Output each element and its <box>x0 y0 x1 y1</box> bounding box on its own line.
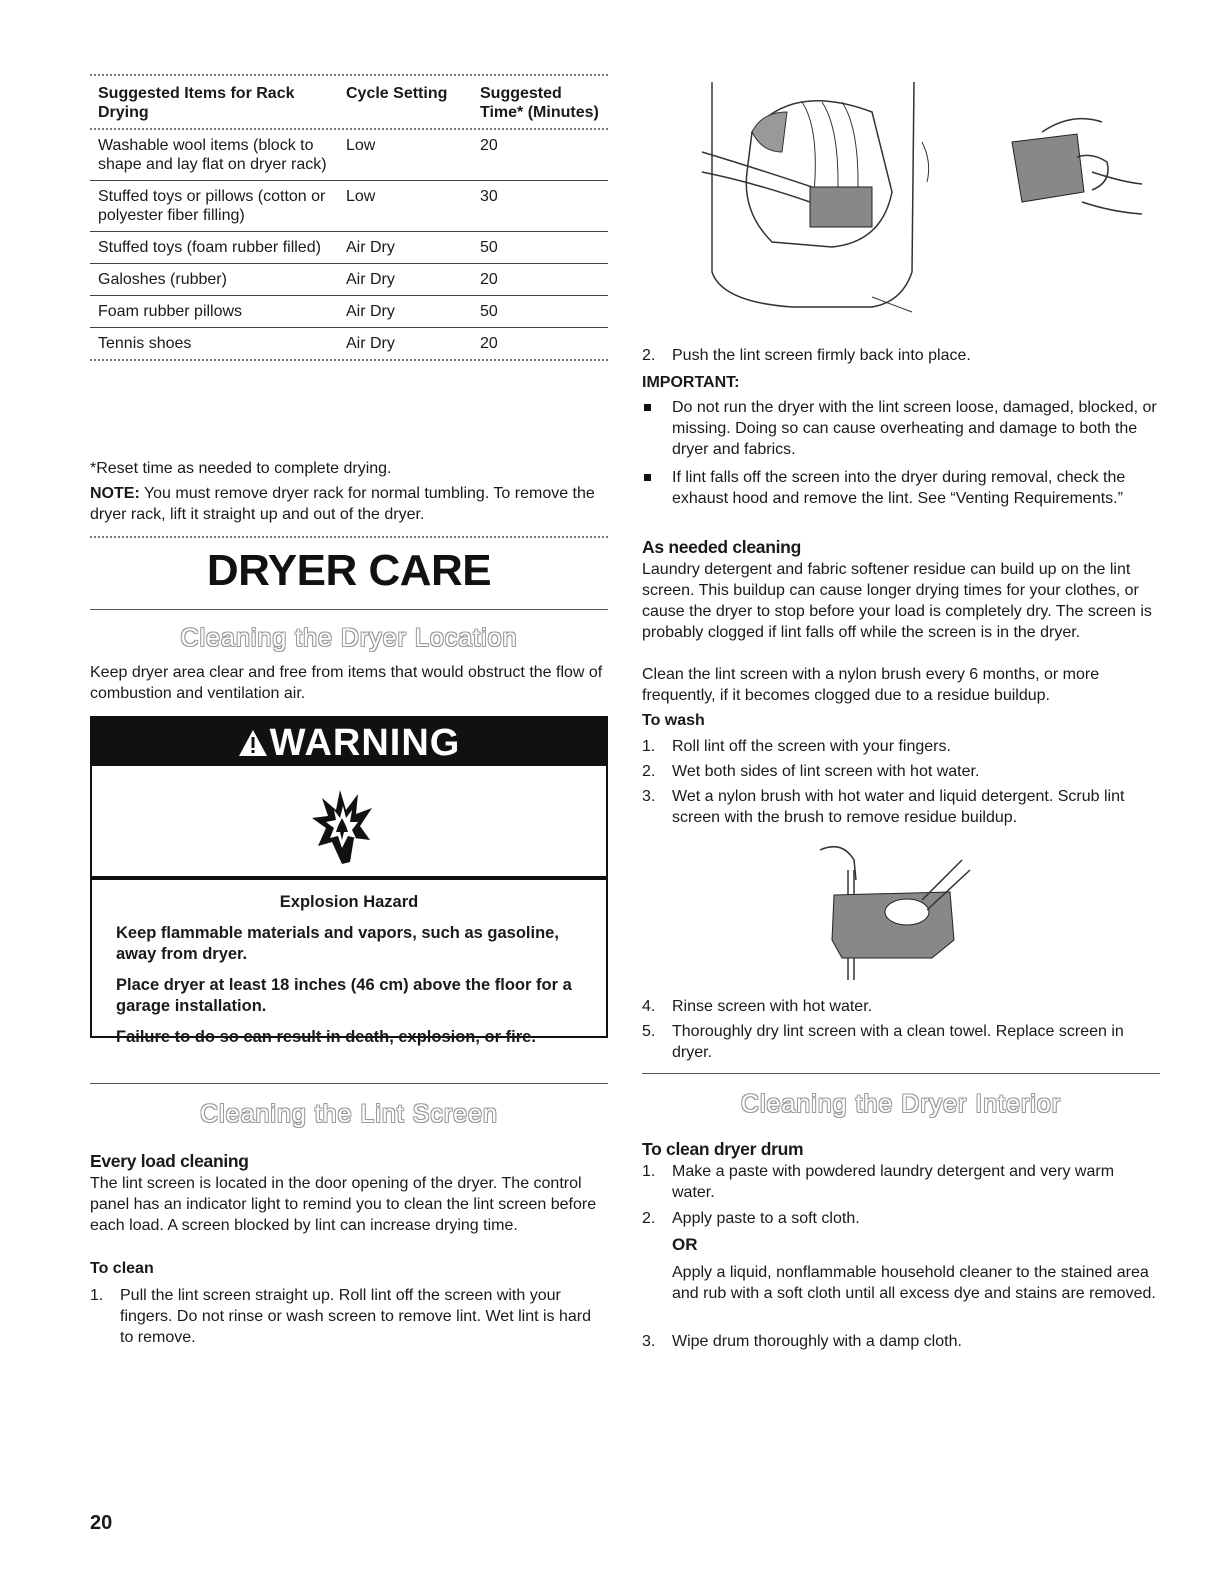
table-row <box>90 327 608 359</box>
step-number: 5. <box>642 1023 656 1040</box>
list-item <box>642 736 1160 757</box>
important-heading: IMPORTANT: <box>642 374 740 391</box>
important-bullets <box>642 397 1160 509</box>
drum-heading: To clean dryer drum <box>642 1139 804 1159</box>
list-item <box>642 786 1160 828</box>
every-load-text: The lint screen is located in the door opening of the dryer. The control panel has an indicator light to remind you to clean the lint screen before each load. A screen blocked by lint can increase drying time. <box>90 1175 597 1234</box>
every-load-heading: Every load cleaning <box>90 1151 249 1171</box>
to-clean-steps <box>90 1285 608 1348</box>
warning-line: Failure to do so can result in death, explosion, or fire. <box>116 1028 536 1046</box>
as-needed-text: Laundry detergent and fabric softener residue can build up on the lint screen. This buildup can cause longer drying times for your clothes, or cause the dryer to stop before your load is completely dry. The screen is probably clogged if lint falls off while the screen is in the dryer. <box>642 561 1152 641</box>
note-text: You must remove dryer rack for normal tumbling. To remove the dryer rack, lift it straight up and out of the dryer. <box>90 485 595 523</box>
list-item <box>642 1331 1160 1352</box>
explosion-icon <box>310 788 374 871</box>
row-cycle: Air Dry <box>346 303 395 320</box>
table-row <box>90 295 608 327</box>
warning-box <box>90 716 608 1046</box>
step-number: 1. <box>642 738 656 755</box>
wash-steps <box>642 736 1160 828</box>
step-number: 1. <box>90 1287 104 1304</box>
list-item <box>642 761 1160 782</box>
row-cycle: Air Dry <box>346 335 395 352</box>
bullet-text: Do not run the dryer with the lint screen loose, damaged, blocked, or missing. Doing so can cause overheating and damage to both the dryer and fabrics. <box>672 399 1157 458</box>
header-items: Suggested Items for Rack Drying <box>98 85 295 121</box>
drum-steps <box>642 1161 1160 1229</box>
list-item <box>642 397 1160 460</box>
step-text: Pull the lint screen straight up. Roll lint off the screen with your fingers. Do not rinse or wash screen to remove lint. Wet lint is hard to remove. <box>120 1287 592 1346</box>
lint-section-title: Cleaning the Lint Screen <box>200 1100 498 1128</box>
row-item: Foam rubber pillows <box>98 303 243 320</box>
row-time: 20 <box>480 137 498 154</box>
as-needed-heading: As needed cleaning <box>642 537 801 557</box>
row-item: Tennis shoes <box>98 335 192 352</box>
location-text: Keep dryer area clear and free from items that would obstruct the flow of combustion and ventilation air. <box>90 664 603 702</box>
drum-alternative: Apply a liquid, nonflammable household cleaner to the stained area and rub with a soft cloth until all excess dye and stains are removed. <box>672 1264 1156 1302</box>
warning-header <box>92 718 606 766</box>
step-text: Thoroughly dry lint screen with a clean towel. Replace screen in dryer. <box>672 1023 1124 1061</box>
as-needed-frequency: Clean the lint screen with a nylon brush every 6 months, or more frequently, if it becomes clogged due to a residue buildup. <box>642 666 1100 704</box>
note-label: NOTE: <box>90 485 140 502</box>
dryer-care-title: DRYER CARE <box>206 546 492 595</box>
drum-step-3 <box>642 1331 1160 1352</box>
warning-icon-area <box>92 766 606 880</box>
step-text: Make a paste with powdered laundry detergent and very warm water. <box>672 1163 1115 1201</box>
step-number: 4. <box>642 998 656 1015</box>
header-time: Suggested Time* (Minutes) <box>480 85 599 121</box>
hazard-title: Explosion Hazard <box>279 893 419 911</box>
step-number: 3. <box>642 1333 656 1350</box>
warning-line: Place dryer at least 18 inches (46 cm) above the floor for a garage installation. <box>116 976 572 1015</box>
wash-steps-continued <box>642 996 1160 1063</box>
step-text: Push the lint screen firmly back into place. <box>672 347 971 364</box>
step-text: Wipe drum thoroughly with a damp cloth. <box>672 1333 962 1350</box>
row-time: 50 <box>480 239 498 256</box>
row-cycle: Air Dry <box>346 239 395 256</box>
divider <box>642 1073 1160 1074</box>
or-label: OR <box>672 1235 698 1254</box>
header-cycle: Cycle Setting <box>346 85 448 102</box>
location-section-title: Cleaning the Dryer Location <box>180 624 518 652</box>
page-number: 20 <box>90 1512 113 1534</box>
table-footnote: *Reset time as needed to complete drying. <box>90 460 392 477</box>
rack-drying-table <box>90 74 608 361</box>
list-item <box>642 1208 1160 1229</box>
step-number: 3. <box>642 788 656 805</box>
list-item <box>642 1161 1160 1203</box>
table-row <box>90 180 608 231</box>
lint-screen-scrub-illustration <box>812 840 972 990</box>
row-time: 50 <box>480 303 498 320</box>
row-cycle: Low <box>346 188 376 205</box>
step-text: Apply paste to a soft cloth. <box>672 1210 860 1227</box>
divider <box>90 609 608 610</box>
bullet-text: If lint falls off the screen into the dryer during removal, check the exhaust hood and remove the lint. See “Venting Requirements.” <box>672 469 1126 507</box>
row-time: 20 <box>480 335 498 352</box>
row-time: 20 <box>480 271 498 288</box>
step-text: Rinse screen with hot water. <box>672 998 873 1015</box>
table-header <box>90 76 608 128</box>
step-text: Roll lint off the screen with your fingers. <box>672 738 951 755</box>
push-back-step <box>642 345 1160 366</box>
row-cycle: Air Dry <box>346 271 395 288</box>
divider <box>90 536 608 538</box>
divider <box>90 1083 608 1084</box>
warning-label: WARNING <box>269 722 461 764</box>
list-item <box>90 1285 608 1348</box>
warning-triangle-icon <box>238 720 268 770</box>
lint-screen-removal-illustration <box>692 72 1152 322</box>
warning-text <box>92 880 606 1070</box>
row-item: Stuffed toys (foam rubber filled) <box>98 239 321 256</box>
list-item <box>642 996 1160 1017</box>
step-number: 1. <box>642 1163 656 1180</box>
step-text: Wet both sides of lint screen with hot water. <box>672 763 980 780</box>
step-number: 2. <box>642 1210 656 1227</box>
interior-section-title: Cleaning the Dryer Interior <box>740 1090 1062 1118</box>
row-cycle: Low <box>346 137 376 154</box>
to-clean-heading: To clean <box>90 1260 154 1277</box>
row-item: Galoshes (rubber) <box>98 271 227 288</box>
to-wash-heading: To wash <box>642 712 705 729</box>
list-item <box>642 1021 1160 1063</box>
rack-note <box>90 483 608 525</box>
list-item <box>642 345 1160 366</box>
step-text: Wet a nylon brush with hot water and liquid detergent. Scrub lint screen with the brush to remove residue buildup. <box>672 788 1125 826</box>
bullet-icon <box>644 404 651 411</box>
step-number: 2. <box>642 763 656 780</box>
table-row <box>90 263 608 295</box>
row-item: Stuffed toys or pillows (cotton or polyester fiber filling) <box>98 188 326 224</box>
bullet-icon <box>644 474 651 481</box>
row-time: 30 <box>480 188 498 205</box>
table-row <box>90 231 608 263</box>
row-item: Washable wool items (block to shape and lay flat on dryer rack) <box>98 137 327 173</box>
warning-line: Keep flammable materials and vapors, such as gasoline, away from dryer. <box>116 924 559 963</box>
list-item <box>642 467 1160 509</box>
table-row <box>90 130 608 180</box>
step-number: 2. <box>642 347 656 364</box>
